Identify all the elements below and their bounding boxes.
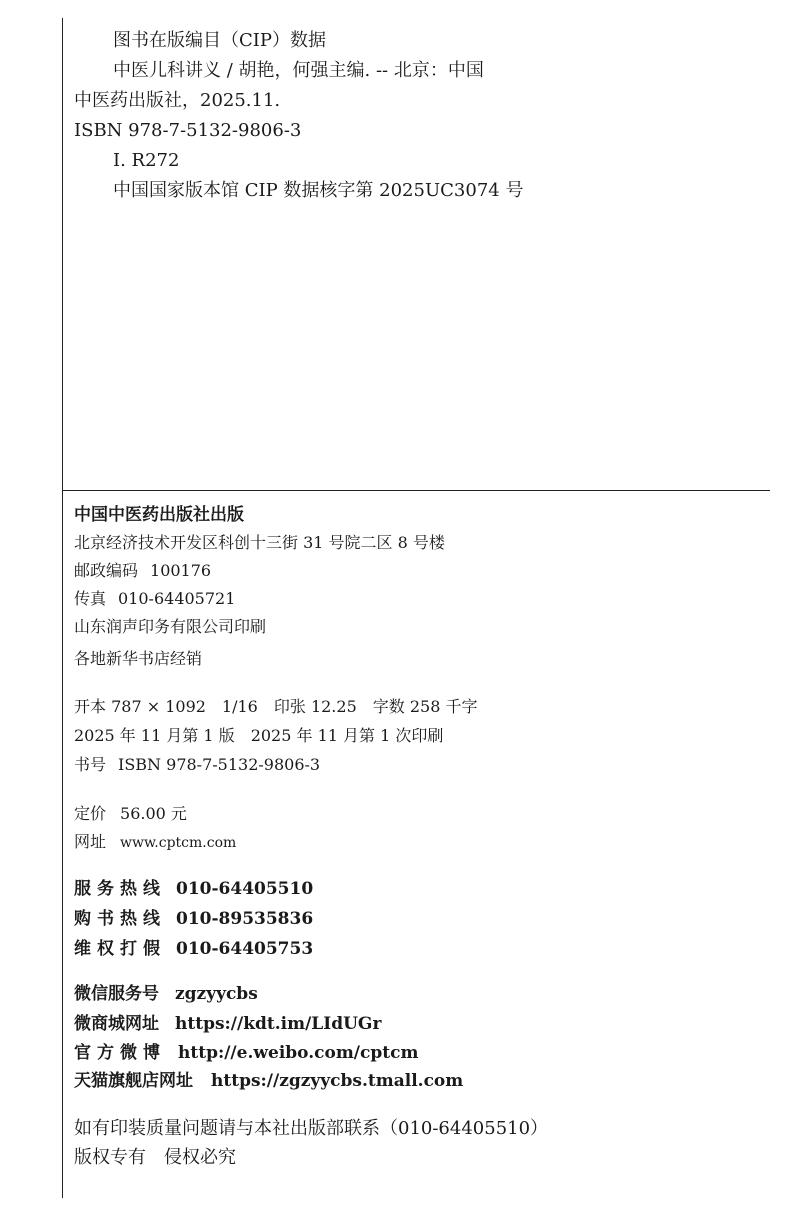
fax-label: 传真 <box>74 589 107 608</box>
postal-code-value: 100176 <box>150 561 212 580</box>
wechat-row <box>74 986 258 1003</box>
left-margin-rule <box>62 18 63 1198</box>
publisher-name: 中国中医药出版社出版 <box>74 505 244 525</box>
website-label: 网址 <box>74 832 107 851</box>
cip-title-line: 中医儿科讲义 / 胡艳，何强主编. -- 北京：中国 <box>113 60 484 81</box>
wechat-id[interactable]: zgzyycbs <box>175 984 258 1004</box>
online-label: 天猫旗舰店网址 <box>74 1071 193 1091</box>
copyright-notice: 版权专有 侵权必究 <box>74 1147 236 1168</box>
book-number-label: 书号 <box>74 755 107 774</box>
tmall-link[interactable]: https://zgzyycbs.tmall.com <box>211 1071 464 1091</box>
hotline-number: 010-64405753 <box>176 939 314 959</box>
website-row <box>74 834 236 850</box>
online-label: 微信服务号 <box>74 984 159 1004</box>
hotline-number: 010-89535836 <box>176 909 314 929</box>
fax-value: 010-64405721 <box>118 589 236 608</box>
book-number-value: ISBN 978-7-5132-9806-3 <box>118 755 321 774</box>
cip-classification: Ⅰ. R272 <box>113 150 180 171</box>
section-divider <box>62 490 770 491</box>
online-label: 官方微博 <box>74 1043 166 1063</box>
website-link[interactable]: www.cptcm.com <box>120 835 237 851</box>
price-value: 56.00 元 <box>120 804 187 823</box>
hotline-number: 010-64405510 <box>176 879 314 899</box>
fax-row <box>74 591 235 607</box>
distributor: 各地新华书店经销 <box>74 649 203 668</box>
online-label: 微商城网址 <box>74 1014 159 1034</box>
hotline-label: 维权打假 <box>74 939 166 959</box>
book-number-row <box>74 757 320 773</box>
tmall-row <box>74 1073 463 1090</box>
cip-isbn: ISBN 978-7-5132-9806-3 <box>74 120 302 141</box>
hotline-label: 购书热线 <box>74 909 166 929</box>
hotline-anti-piracy <box>74 941 313 958</box>
microstore-row <box>74 1016 381 1033</box>
cip-heading: 图书在版编目（CIP）数据 <box>113 30 326 51</box>
edition-info: 2025 年 11 月第 1 版 2025 年 11 月第 1 次印刷 <box>74 726 444 745</box>
printer: 山东润声印务有限公司印刷 <box>74 617 267 636</box>
hotline-purchase <box>74 911 313 928</box>
price-row <box>74 806 187 822</box>
quality-notice: 如有印装质量问题请与本社出版部联系（010-64405510） <box>74 1118 549 1139</box>
hotline-label: 服务热线 <box>74 879 166 899</box>
cip-verification: 中国国家版本馆 CIP 数据核字第 2025UC3074 号 <box>113 180 524 201</box>
postal-code-label: 邮政编码 <box>74 561 139 580</box>
postal-code-row <box>74 563 211 579</box>
weibo-link[interactable]: http://e.weibo.com/cptcm <box>178 1043 419 1063</box>
microstore-link[interactable]: https://kdt.im/LIdUGr <box>175 1014 382 1034</box>
cip-publisher-line: 中医药出版社，2025.11. <box>74 90 281 111</box>
price-label: 定价 <box>74 804 107 823</box>
weibo-row <box>74 1045 418 1062</box>
hotline-service <box>74 881 313 898</box>
publisher-address: 北京经济技术开发区科创十三街 31 号院二区 8 号楼 <box>74 533 445 552</box>
book-format: 开本 787 × 1092 1/16 印张 12.25 字数 258 千字 <box>74 697 478 716</box>
